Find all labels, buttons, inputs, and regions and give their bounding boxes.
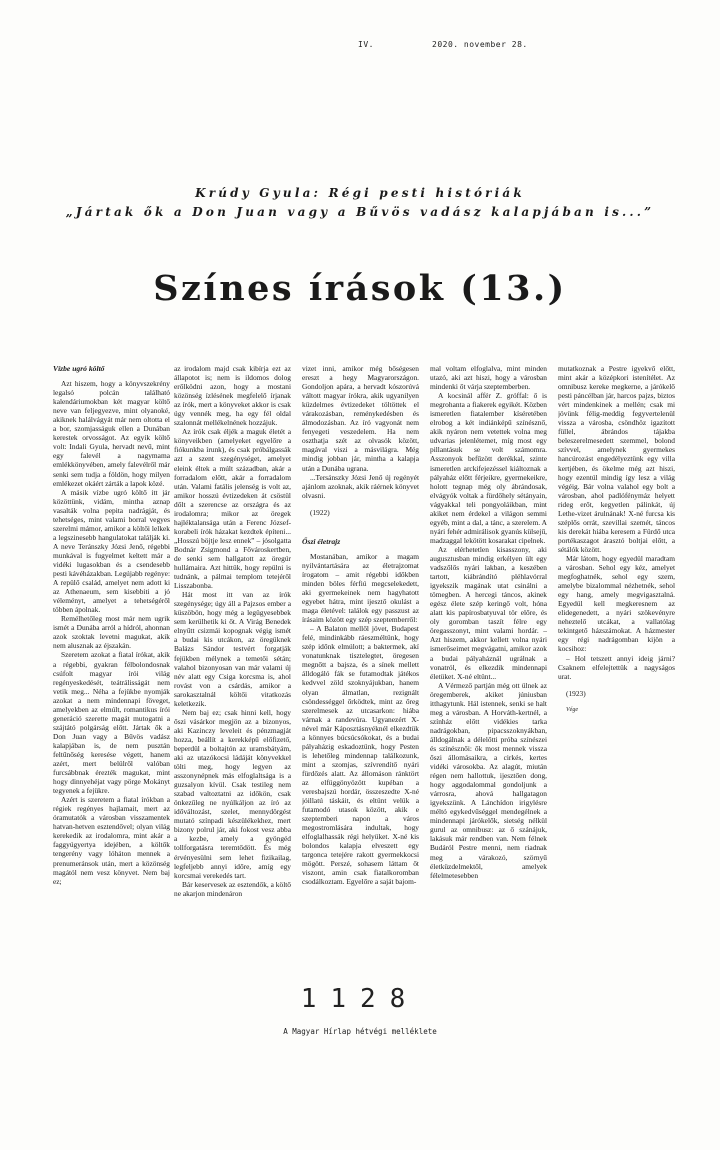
paragraph: – A Balaton mellől jövet, Budapest felé, mindinkább ráeszméltünk, hogy szép időnk elmúlott; a baktermek, akí vonatunknak tisztelegtet, öregesen megnőtt a bajsza, és a sínek mellett álldogáló fák se futamodtak játékos kedvvel zöld szoknyájukban, hanem olyan álmatlan, rezignált csöndességgel őrködtek, mint az őreg szerelmesek az utcasarkon: hiába várnak a randevúra. Ugyanezért X-nével már Káposztásnyéknél elkezdtük a könnyes búcsúcsókokat, és a budai pályaházig eskadoztünk, hogy Pesten is lehetőleg mindennap találkozunk, mint a szomjas, szívrendítő nyári fürdőzés alatt. Az állomáson ránktört az elfüggönyözött kupéban a veresbajszú hordár, összeszedte X-né jóillatú táskáit, és eltünt velük a futamodó utasok között, akik e szeptemberi napon a város megostromlására indultak, hogy elfoglalhassák régi helyüket. X-né kis bolondos kalapja elveszett egy targonca tetejére rakott gyermekkocsi mögött. Perszé, sohasem láttam őt viszont, amin csak fiatalkoromban csodálkoztam. Egyelőre a saját bajom- xyxy=(302,624,419,887)
year-note: (1923) xyxy=(566,688,586,698)
paragraph: A másik vízbe ugró költő itt jár közöttünk, vidám, mintha aznap vasalták volna pepita nadrágját, és tehetséges, mint valami borral vegyes szerelmi mámor, amikor a költői lelkek a legszinesebb hangulatokat találják ki. A neve Teránszky Józsi Jenő, régebbi munkával is fugyelmet keltett már a vidéki lugasokban és a csendesebb pesti kávéházakban. Legújabb regénye: A repülő család, amelyet nem adott ki az Athenaeum, sem kisebbiti a jó véleményt, amelyet a tehetségéről többen ápolnak. xyxy=(53,487,170,615)
page-title: Színes írások (13.) xyxy=(153,268,567,309)
paragraph: vizet inni, amikor még bőségesen ereszt a hegy Magyarországon. Gondoljon apára, a hervadt kószorúvá váltott magyar írókra, akik ugyanilyen küzdelmes évtizedeket töltöttek el várakozásban, reménykedésben és álmodozásban. Az író vagyonát nem fenyegeti veszedelem. Ha nem oszthatja szét az olvasók között, magával viszi a másvilágra. Még mindig jobban jár, mintha a kalapja után a Dunába ugrana. xyxy=(302,364,419,473)
footer-publication: A Magyar Hírlap hétvégi melléklete xyxy=(283,1027,437,1036)
paragraph: Azt hiszem, hogy a könyvszekrény legalsó polcán található kalendáriumokban két magyar költő neve van feljegyezve, mint olyanoké, akiknek halálvágyát már nem oltotta el a bor, szomjasságuk ellen a Dunában kerestek orvosságot. Az egyik költő volt: Indali Gyula, hervadt nevű, mint egy falevél a nagymama emlékkönyvében, amely falevélről már senki sem tudja a földön, hogy milyen emlékezet okáért zárták a lapok közé. xyxy=(53,379,170,488)
paragraph: mutatkoznak a Pestre igyekvő előtt, mint akár a középkori istenítélet. Az omnibusz kereke megkerne, a járókelő pesti páncélban jár, harcos pajzs, biztos vért mindenkinek a mellén; csak mi jövünk félig-meddig fegyvertelenül vissza a városba, csöndhöz igazított füllel, ábrándos tájakba beleszerelmesedett szemmel, bolond szívvel, amelynek gyermekes hancúrozást engedélyeztünk egy villa kertjében, és ökelme még azt hiszi, hogy ezentúl mindig így lesz a világ végéig. Bár volna valahol egy bolt a városban, ahol padlófénymáz helyett rideg erőt, kegyetlen pálinkát, új Lethe-vizet árulnának! X-né furcsa kis széplős orrát, szevillai szemét, táncos kis derekát hiába keresem a Fürdő utca portékaszagot árasztó boltjai előtt, a sétálók között. xyxy=(558,364,675,554)
paragraph: A Vérmező partján még ott ülnek az öregemberek, akiket júniusban itthagytunk. Hál istennek, senki se halt meg a városban. A Horváth-kertnél, a színház előtt vidékies tarka nadrágokban, pipacsszoknyákban, álldogálnak a délelőtti próba színészei és színésznői: ők most mennek vissza őszi állomásaikra, a cirkés, kertes vidéki városokba. Az alagút, miután régen nem hallottuk, ijesztően dong, hogy aggodalommal gondoljunk a várrosra, ahová hallgatagon igyekszünk. A Lánchídon irigylésre méltó egykedvűséggel mendegélnek a mindennapi járókelők, sietség nélkül gurul az omnibusz: az ő szánájuk, lakásuk már rendben van. Nem félnek Budáról Pestre menni, nem riadnak meg a várakozó, szörnyű életküzdelmektől, amelyek félelmetesebben xyxy=(430,680,547,880)
kicker-quote-line: „Jártak ők a Don Juan vagy a Bűvös vadász kalapjában is...” xyxy=(65,205,655,219)
paragraph: Bár keservesek az esztendők, a költő ne akarjon mindenáron xyxy=(174,879,291,898)
kicker-author-line: Krúdy Gyula: Régi pesti históriák xyxy=(195,186,525,200)
section-heading: Őszi életrajz xyxy=(302,536,341,546)
spacer xyxy=(302,525,419,537)
paragraph: Remélhetőleg most már nem ugrik ismét a Dunába arról a hídról, ahonnan azok szoktak levetni magukat, akik nem alusznak az éjszakán. xyxy=(53,614,170,651)
paragraph: – Hol tetszett annyi ideig járni? Csaknem elfelejtettük a nagyságos urat. xyxy=(558,653,675,681)
paragraph: az irodalom majd csak kibírja ezt az állapotot is; nem is ildomos dolog erőlködni azon, hogy a mostani közönség ízlésének megfelelő írjanak az írók, mert a könyveket akkor is csak úgy vennék meg, ha egy fél oldal szalonnát mellékelnének hozzájuk. xyxy=(174,364,291,428)
year-note: (1922) xyxy=(310,507,330,517)
paragraph: Hát most itt van az írók szegénysége; úgy áll a Pajzsos ember a küszöbön, hogy még a legügyesebbek sem kerülhetik ki őt. A Virág Benedek elnyűtt csizmái kopognak végig ismét a budai kis utcákon, az öregüknek Balázs Sándor testvért forgatják fejükben mélynek a temetői sétán; valahol bizonyosan van már valami új név alatt egy Csiga korcsma is, ahol rovást von a csárdás, amikor a sarokasztalnál költői vitatkozás keletkezik. xyxy=(174,590,291,708)
issue-number: IV. xyxy=(358,40,374,49)
end-mark: Vége xyxy=(566,706,578,713)
paragraph: Az elérhetetlen kisasszony, aki augusztusban mindig erkélyen ült egy vadszőlős nyári lakban, a keszében tartott, kiábrándító pléhlavórral igyekszik magának utat csinálni a tömegben. A hercegi táncos, akinek egész élete szép keringő volt, hóna alatt kis papírosbatyuval tör előre, és oly goromban taszít félre egy öregasszonyt, mint valami hordár. – Azt hiszem, akkor kellett volna nyári ismerőseimet megvágatni, amikor azok a budai pályaháznál ugrálnak a vonatról, és elkezdik mindennapi életüket. X-né eltünt... xyxy=(430,544,547,681)
paragraph: ...Tersánszky Józsi Jenő új regényét ajánlom azoknak, akik ráérnek könyvet olvasni. xyxy=(302,472,419,500)
paragraph: Az írók csak éljék a maguk életét a könyveikben (amelyeket egyelőre a fiókunkba írunk), és csak próbálgassák azt a szent szegénységet, amelyet eleink éltek a múlt században, akár a forradalom előtt, akár a forradalom után. Valami fatális jelenség is volt az, amikor hosszú évtizedeken át csöstül dőlt a szerencse az országra és az irodalomra; mikor az öregek hajléktalansága után a Ferenc József-korabeli írók házakat kezdtek építeni... „Hosszú böjtje lesz ennek” – jósolgatta Bodnár Zsigmond a Fővároskertben, de senki sem hallgatott az öregúr hullámaira. Azt hittük, hogy repülni is tudnánk, a pálmai templom tetejéről Lisszabonba. xyxy=(174,427,291,591)
page-number: 1128 xyxy=(300,984,420,1014)
paragraph: mal voltam elfoglalva, mint minden utazó, aki azt hiszi, hogy a városban mindenki őt várja szeptemberben. xyxy=(430,364,547,392)
kicker xyxy=(0,184,720,222)
paragraph: Nem baj ez; csak hinni kell, hogy őszi vásárkor megjön az a bizonyos, aki Kazinczy leveleit és pénzmagját hozza, beállít a kerekképű előfizető, beperdül a boltajtón az uramsbátyám, aki az utazókocsi ládáját könyvekkel tölti meg, hogy legyen az asszonynépnek más elfoglaltsága is a guzsalyon kívül. Csak testileg nem szabad valtoztatni az időkön, csak önkezűleg ne nyúlkáljon az író az időváltozást, szelet, mennydörgést mutató színpadi készülékekhez, mert bizony polrul jár, aki fokost vesz abba a kezbe, amely a gyöngéd tollforgatásra teremtődött. És még érvényesülni sem lehet fizikailag, legfeljebb annyi időre, amíg egy korcsmai verekedés tart. xyxy=(174,707,291,880)
paragraph: Azért is szeretem a fiatal írókban a régiek regényes hajlamait, mert az óramutatók a városban visszamentek hatvan-hetven esztendővel; olyan világ kerekedik az irodalomra, mint akár a faggyúgyertya idejében, a költők tengerény vagy lóháton mennek a prenumeránsok után, mert a közönség magától nem vesz könyvet. Nem baj ez; xyxy=(53,795,170,886)
section-heading: Vízbe ugró költő xyxy=(53,364,105,373)
paragraph: Mostanában, amikor a magam nyilvántartására az életrajzomat írogatom – amit régebbi időkben minden böles férfiú megcselekedett, aki gyermekeinek nem hagyhatott egyebet hátra, mint ijesztő okulást a maga életével: találok egy passzust az írásaim között egy szép szeptemberről: xyxy=(302,551,419,625)
issue-date: 2020. november 28. xyxy=(432,40,528,49)
paragraph: A kocsinál affér Z. gróffal: ő is megrohanta a fiakerek egyikét. Közben ismeretlen fiatalember kíséretében elrobog a két indiánképű színésznő, akik nyáron nem vetettek volna meg udvarias jelenlétemet, míg most egy pillantásuk se volt számomra. Asszonyok befűzött derékkal, szinte ismeretlen arckifejezéssel kiáltoznak a pályaház előtt férjeikre, gyermekeikre, holott tegnap még oly ábrándosak, elvágyók voltak a fürdőhely sétányain, vágyakkal teli pongyoláikban, mint akiket nem érdekel a világon semmi egyéb, mint a dal, a tánc, a szerelem. A nyári fehér admirálisok gyanús külsejű, madzaggal lekötött kosarakat cipelnek. xyxy=(430,391,547,545)
paragraph: Szeretem azokat a fiatal írókat, akik a régebbi, gyakran félbolondosnak csúfolt magyar írói világ regényeskedését, teátrálisságát nem vetik meg... Néha a fejükbe nyomják azokat a nem mindennapi föveget, amelyekben az elmúlt, romantikus írói generáció szerette magát mutogatni a szájtátó polgárság előtt. Jártak ők a Don Juan vagy a Bűvös vadász kalapjában is, de nem pusztán feltűnőség keresése végett, hanem azért, mert belülről valóban furcsábbnak érezték magukat, mint hogy dinnyehéjat vagy pörge Mokányt tegyenek a fejükre. xyxy=(53,650,170,796)
paragraph: Már látom, hogy egyedül maradtam a városban. Sehol egy kéz, amelyet megfoghatnék, sehol egy szem, amelybe bizalommal nézhetnék, sehol egy hang, amely megvigasztalná. Egyedül kell megkeresnem az elidegenedett, a nyári szökevényre neheztelő utcákat, a vallatólag tekintgető házszámokat. A házmester egy régi nadrágomban kijön a kocsihoz: xyxy=(558,553,675,654)
